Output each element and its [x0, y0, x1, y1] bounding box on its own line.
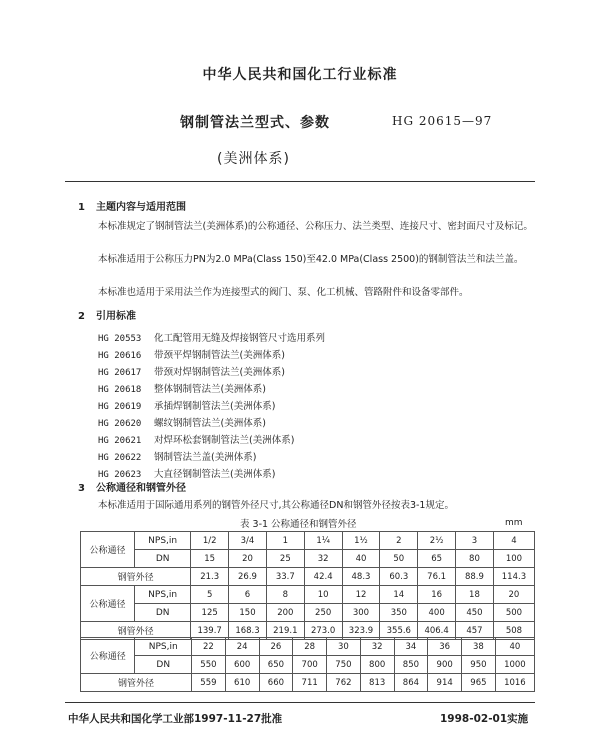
row-label: DN	[135, 604, 191, 622]
table-cell: 40	[342, 550, 380, 568]
table-cell: 406.4	[418, 622, 456, 640]
reference-code: HG 20620	[98, 419, 142, 429]
table-cell: 711	[293, 674, 327, 692]
table-cell: 48.3	[342, 568, 380, 586]
table-cell: 14	[380, 586, 418, 604]
table-row	[81, 532, 535, 550]
table-cell: 114.3	[493, 568, 534, 586]
reference-item	[98, 398, 275, 412]
reference-item	[98, 381, 266, 395]
table-cell: 2½	[418, 532, 456, 550]
table-cell: 4	[493, 532, 534, 550]
reference-item	[98, 466, 275, 480]
table-cell: 30	[327, 638, 361, 656]
row-label: NPS,in	[135, 638, 192, 656]
section-1-paragraph: 本标准适用于公称压力PN为2.0 MPa(Class 150)至42.0 MPa(Class 2500)的钢制管法兰和法兰盖。	[98, 254, 524, 265]
reference-code: HG 20621	[98, 436, 142, 446]
table-row	[81, 568, 535, 586]
table-cell: 10	[304, 586, 342, 604]
document-subtitle: (美洲体系)	[217, 151, 290, 167]
table-row	[81, 674, 535, 692]
table-cell: 80	[456, 550, 494, 568]
table-unit: mm	[505, 518, 523, 528]
table-row	[81, 604, 535, 622]
table-cell: 273.0	[304, 622, 342, 640]
table-cell: 3/4	[229, 532, 267, 550]
reference-name: 对焊环松套钢制管法兰(美洲体系)	[154, 435, 295, 446]
table-cell: 26.9	[229, 568, 267, 586]
reference-name: 钢制管法兰盖(美洲体系)	[154, 452, 257, 463]
table-cell: 100	[493, 550, 534, 568]
table-cell: 508	[493, 622, 534, 640]
table-cell: 65	[418, 550, 456, 568]
table-cell: 42.4	[304, 568, 342, 586]
table-cell: 139.7	[191, 622, 229, 640]
reference-item	[98, 364, 285, 378]
table-cell: 16	[418, 586, 456, 604]
table-cell: 168.3	[229, 622, 267, 640]
table-cell: 8	[266, 586, 304, 604]
table-cell: 28	[293, 638, 327, 656]
section-number: 1	[78, 202, 85, 213]
table-cell: 1000	[495, 656, 534, 674]
table-cell: 60.3	[380, 568, 418, 586]
issuing-organization: 中华人民共和国化工行业标准	[202, 67, 398, 83]
table-cell: 650	[259, 656, 293, 674]
table-cell: 1¼	[304, 532, 342, 550]
reference-name: 带颈平焊钢制管法兰(美洲体系)	[154, 350, 285, 361]
section-title: 公称通径和钢管外径	[96, 483, 186, 494]
table-cell: 38	[462, 638, 496, 656]
table-cell: 2	[380, 532, 418, 550]
table-cell: 20	[229, 550, 267, 568]
reference-name: 化工配管用无缝及焊接钢管尺寸选用系列	[154, 333, 326, 344]
table-cell: 26	[259, 638, 293, 656]
section-1-heading	[78, 198, 186, 213]
section-1-paragraph: 本标准规定了钢制管法兰(美洲体系)的公称通径、公称压力、法兰类型、连接尺寸、密封面尺寸及标记。	[98, 221, 533, 232]
table-cell: 22	[192, 638, 226, 656]
table-cell: 660	[259, 674, 293, 692]
table-cell: 610	[225, 674, 259, 692]
table-cell: 1	[266, 532, 304, 550]
table-cell: 88.9	[456, 568, 494, 586]
table-cell: 200	[266, 604, 304, 622]
row-group-label: 公称通径	[81, 638, 135, 674]
section-title: 引用标准	[96, 311, 136, 322]
table-cell: 500	[493, 604, 534, 622]
table-cell: 6	[229, 586, 267, 604]
table-cell: 20	[493, 586, 534, 604]
reference-code: HG 20622	[98, 453, 142, 463]
reference-name: 螺纹钢制管法兰(美洲体系)	[154, 418, 266, 429]
table-caption: 表 3-1 公称通径和钢管外径	[240, 519, 357, 530]
row-label: NPS,in	[135, 532, 191, 550]
table-cell: 914	[428, 674, 462, 692]
table-cell: 600	[225, 656, 259, 674]
table-cell: 965	[462, 674, 496, 692]
table-cell: 50	[380, 550, 418, 568]
table-row	[81, 656, 535, 674]
reference-item	[98, 330, 325, 344]
reference-code: HG 20623	[98, 470, 142, 480]
section-number: 2	[78, 311, 85, 322]
table-cell: 33.7	[266, 568, 304, 586]
table-cell: 3	[456, 532, 494, 550]
table-cell: 36	[428, 638, 462, 656]
header-divider	[65, 181, 535, 182]
table-cell: 457	[456, 622, 494, 640]
table-row	[81, 550, 535, 568]
table-cell: 850	[394, 656, 428, 674]
reference-item	[98, 432, 294, 446]
table-cell: 559	[192, 674, 226, 692]
table-cell: 5	[191, 586, 229, 604]
reference-item	[98, 347, 285, 361]
table-cell: 300	[342, 604, 380, 622]
table-cell: 950	[462, 656, 496, 674]
table-cell: 550	[192, 656, 226, 674]
table-cell: 450	[456, 604, 494, 622]
table-cell: 76.1	[418, 568, 456, 586]
table-cell: 40	[495, 638, 534, 656]
row-label: DN	[135, 550, 191, 568]
reference-code: HG 20553	[98, 334, 142, 344]
effective-date: 1998-02-01实施	[440, 713, 529, 725]
row-label: NPS,in	[135, 586, 191, 604]
table-cell: 323.9	[342, 622, 380, 640]
table-cell: 32	[304, 550, 342, 568]
table-cell: 350	[380, 604, 418, 622]
table-cell: 34	[394, 638, 428, 656]
table-row	[81, 638, 535, 656]
section-title: 主题内容与适用范围	[96, 202, 186, 213]
row-group-label: 公称通径	[81, 586, 135, 622]
row-label: 钢管外径	[81, 674, 192, 692]
section-2-heading	[78, 307, 136, 322]
section-1-paragraph: 本标准也适用于采用法兰作为连接型式的阀门、泵、化工机械、管路附件和设备零部件。	[98, 287, 469, 298]
table-cell: 24	[225, 638, 259, 656]
table-cell: 150	[229, 604, 267, 622]
table-cell: 32	[360, 638, 394, 656]
section-3-paragraph: 本标准适用于国际通用系列的钢管外径尺寸,其公称通径DN和钢管外径按表3-1规定。	[98, 500, 454, 511]
table-row	[81, 586, 535, 604]
row-label: 钢管外径	[81, 568, 191, 586]
nominal-size-table	[80, 531, 535, 640]
table-cell: 762	[327, 674, 361, 692]
reference-code: HG 20619	[98, 402, 142, 412]
reference-name: 整体钢制管法兰(美洲体系)	[154, 384, 266, 395]
table-cell: 250	[304, 604, 342, 622]
footer-divider	[65, 702, 535, 703]
table-cell: 1016	[495, 674, 534, 692]
row-group-label: 公称通径	[81, 532, 135, 568]
reference-code: HG 20616	[98, 351, 142, 361]
table-cell: 125	[191, 604, 229, 622]
reference-item	[98, 449, 256, 463]
nominal-size-table-continued	[80, 637, 535, 692]
table-cell: 355.6	[380, 622, 418, 640]
section-number: 3	[78, 483, 85, 494]
approval-note: 中华人民共和国化学工业部1997-11-27批准	[68, 713, 283, 725]
table-cell: 700	[293, 656, 327, 674]
table-cell: 1½	[342, 532, 380, 550]
document-title: 钢制管法兰型式、参数	[180, 115, 330, 131]
table-cell: 12	[342, 586, 380, 604]
reference-name: 大直径钢制管法兰(美洲体系)	[154, 469, 276, 480]
table-cell: 864	[394, 674, 428, 692]
table-cell: 400	[418, 604, 456, 622]
table-cell: 750	[327, 656, 361, 674]
table-cell: 813	[360, 674, 394, 692]
table-cell: 900	[428, 656, 462, 674]
table-cell: 25	[266, 550, 304, 568]
table-cell: 800	[360, 656, 394, 674]
table-cell: 18	[456, 586, 494, 604]
table-cell: 1/2	[191, 532, 229, 550]
reference-name: 带颈对焊钢制管法兰(美洲体系)	[154, 367, 285, 378]
reference-name: 承插焊钢制管法兰(美洲体系)	[154, 401, 276, 412]
standard-code: HG 20615—97	[392, 114, 493, 128]
table-cell: 219.1	[266, 622, 304, 640]
row-label: DN	[135, 656, 192, 674]
table-cell: 15	[191, 550, 229, 568]
row-label: 钢管外径	[81, 622, 191, 640]
reference-item	[98, 415, 266, 429]
section-3-heading	[78, 479, 186, 494]
reference-code: HG 20618	[98, 385, 142, 395]
table-cell: 21.3	[191, 568, 229, 586]
reference-code: HG 20617	[98, 368, 142, 378]
